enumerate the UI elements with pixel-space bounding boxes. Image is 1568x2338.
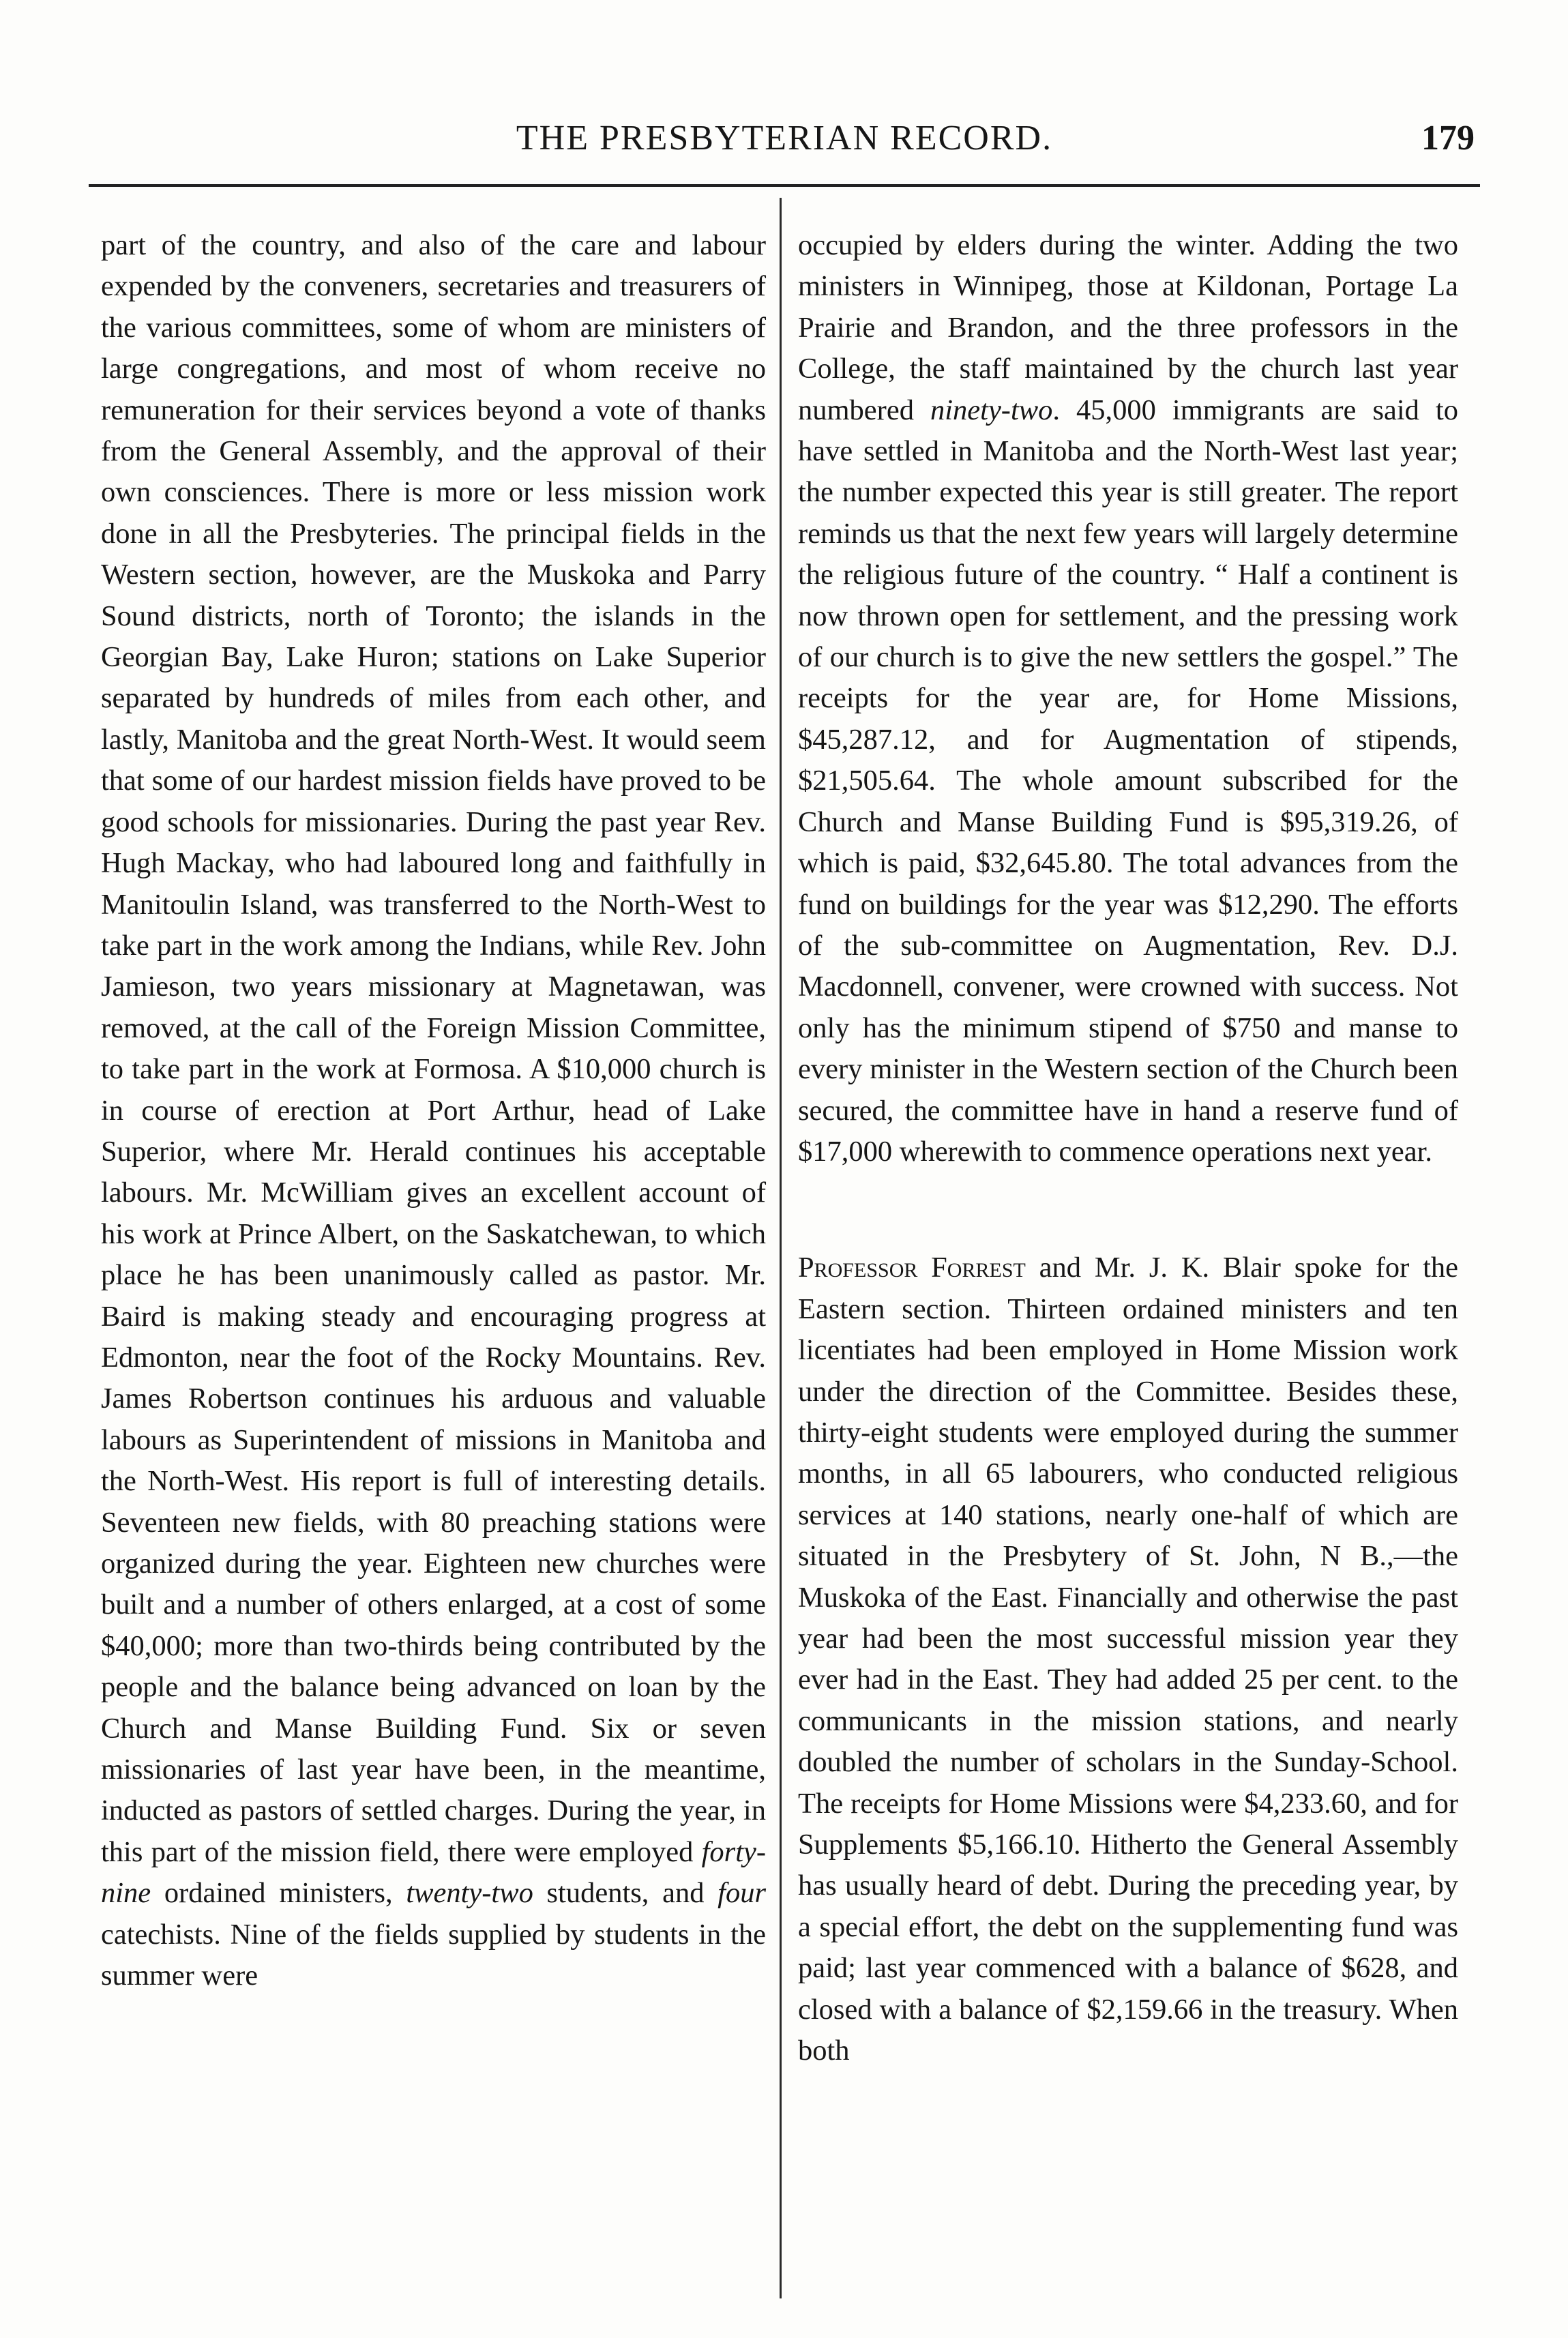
italic-twenty-two: twenty-two: [406, 1877, 533, 1910]
left-ordained-text: ordained ministers,: [151, 1877, 406, 1910]
left-catechists-text: catechists. Nine of the fields supplied by students in the summer were: [101, 1918, 766, 1992]
right-paragraph-2-text: and Mr. J. K. Blair spoke for the Eastern section. Thirteen ordained ministers and ten licentiates had been employed in Home Mission work under the direction of the Committee. Besides these, thirty-eight students were employed during the summer months, in all 65 labourers, who conducted religious services at 140 stations, nearly one-half of which are situated in the Presbytery of St. John, N B.,—the Muskoka of the East. Financially and otherwise the past year had been the most successful mission year they ever had in the East. They had added 25 per cent. to the communicants in the mission stations, and nearly doubled the number of scholars in the Sunday-School. The receipts for Home Missions were $4,233.60, and for Supplements $5,166.10. Hitherto the General Assembly has usually heard of debt. During the preceding year, by a special effort, the debt on the supplementing fund was paid; last year commenced with a balance of $628, and closed with a balance of $2,159.66 in the treasury. When both: [798, 1252, 1458, 2067]
italic-ninety-two: ninety-two: [930, 394, 1053, 426]
right-paragraph-1b: . 45,000 immigrants are said to have settled in Manitoba and the North-West last year; the number expected this year is still greater. The report reminds us that the next few years will largely determine the religious future of the country. “ Half a continent is now thrown open for settlement, and the pressing work of our church is to give the new settlers the gospel.” The receipts for the year are, for Home Missions, $45,287.12, and for Augmentation of stipends, $21,505.64. The whole amount subscribed for the Church and Manse Building Fund is $95,319.26, of which is paid, $32,645.80. The total advances from the fund on buildings for the year was $12,290. The efforts of the sub-committee on Augmentation, Rev. D.J. Macdonnell, convener, were crowned with success. Not only has the minimum stipend of $750 and manse to every minister in the Western section of the Church been secured, the committee have in hand a reserve fund of $17,000 wherewith to commence operations next year.: [798, 394, 1458, 1168]
right-paragraph-1a: occupied by elders during the winter. Adding the two ministers in Winnipeg, those at Kildonan, Portage La Prairie and Brandon, and the three professors in the College, the staff maintained by the church last year numbered: [798, 229, 1458, 426]
column-divider: [780, 198, 782, 2298]
paragraph-gap: [798, 1172, 1458, 1247]
page-number: 179: [1421, 119, 1475, 158]
left-column: [101, 225, 766, 1996]
right-paragraph-1: [798, 225, 1458, 1172]
italic-four: four: [718, 1877, 766, 1910]
running-title: THE PRESBYTERIAN RECORD.: [516, 119, 1053, 158]
left-paragraph: [101, 225, 766, 1996]
right-column: [798, 225, 1458, 2071]
italic-forty-nine: forty-nine: [101, 1835, 767, 1910]
left-paragraph-text: part of the country, and also of the care and labour expended by the conveners, secretaries and treasurers of the various committees, some of whom are ministers of large congregations, and most of whom receive no remuneration for their services beyond a vote of thanks from the General Assembly, and the approval of their own consciences. There is more or less mission work done in all the Presbyteries. The principal fields in the Western section, however, are the Muskoka and Parry Sound districts, north of Toronto; the islands in the Georgian Bay, Lake Huron; stations on Lake Superior separated by hundreds of miles from each other, and lastly, Manitoba and the great North-West. It would seem that some of our hardest mission fields have proved to be good schools for missionaries. During the past year Rev. Hugh Mackay, who had laboured long and faithfully in Manitoulin Island, was transferred to the North-West to take part in the work among the Indians, while Rev. John Jamieson, two years missionary at Magnetawan, was removed, at the call of the Foreign Mission Committee, to take part in the work at Formosa. A $10,000 church is in course of erection at Port Arthur, head of Lake Superior, where Mr. Herald continues his acceptable labours. Mr. McWilliam gives an excellent account of his work at Prince Albert, on the Saskatchewan, to which place he has been unanimously called as pastor. Mr. Baird is making steady and encouraging progress at Edmonton, near the foot of the Rocky Mountains. Rev. James Robertson continues his arduous and valuable labours as Superintendent of missions in Manitoba and the North-West. His report is full of interesting details. Seventeen new fields, with 80 preaching stations were organized during the year. Eighteen new churches were built and a number of others enlarged, at a cost of some $40,000; more than two-thirds being contributed by the people and the balance being advanced on loan by the Church and Manse Building Fund. Six or seven missionaries of last year have been, in the meantime, inducted as pastors of settled charges. During the year, in this part of the mission field, there were employed: [101, 229, 766, 1868]
header-rule: [89, 184, 1480, 187]
page-header: [89, 106, 1480, 174]
right-paragraph-2: [798, 1247, 1458, 2071]
left-students-text: students, and: [533, 1877, 718, 1910]
speaker-name: Professor Forrest: [798, 1252, 1026, 1284]
